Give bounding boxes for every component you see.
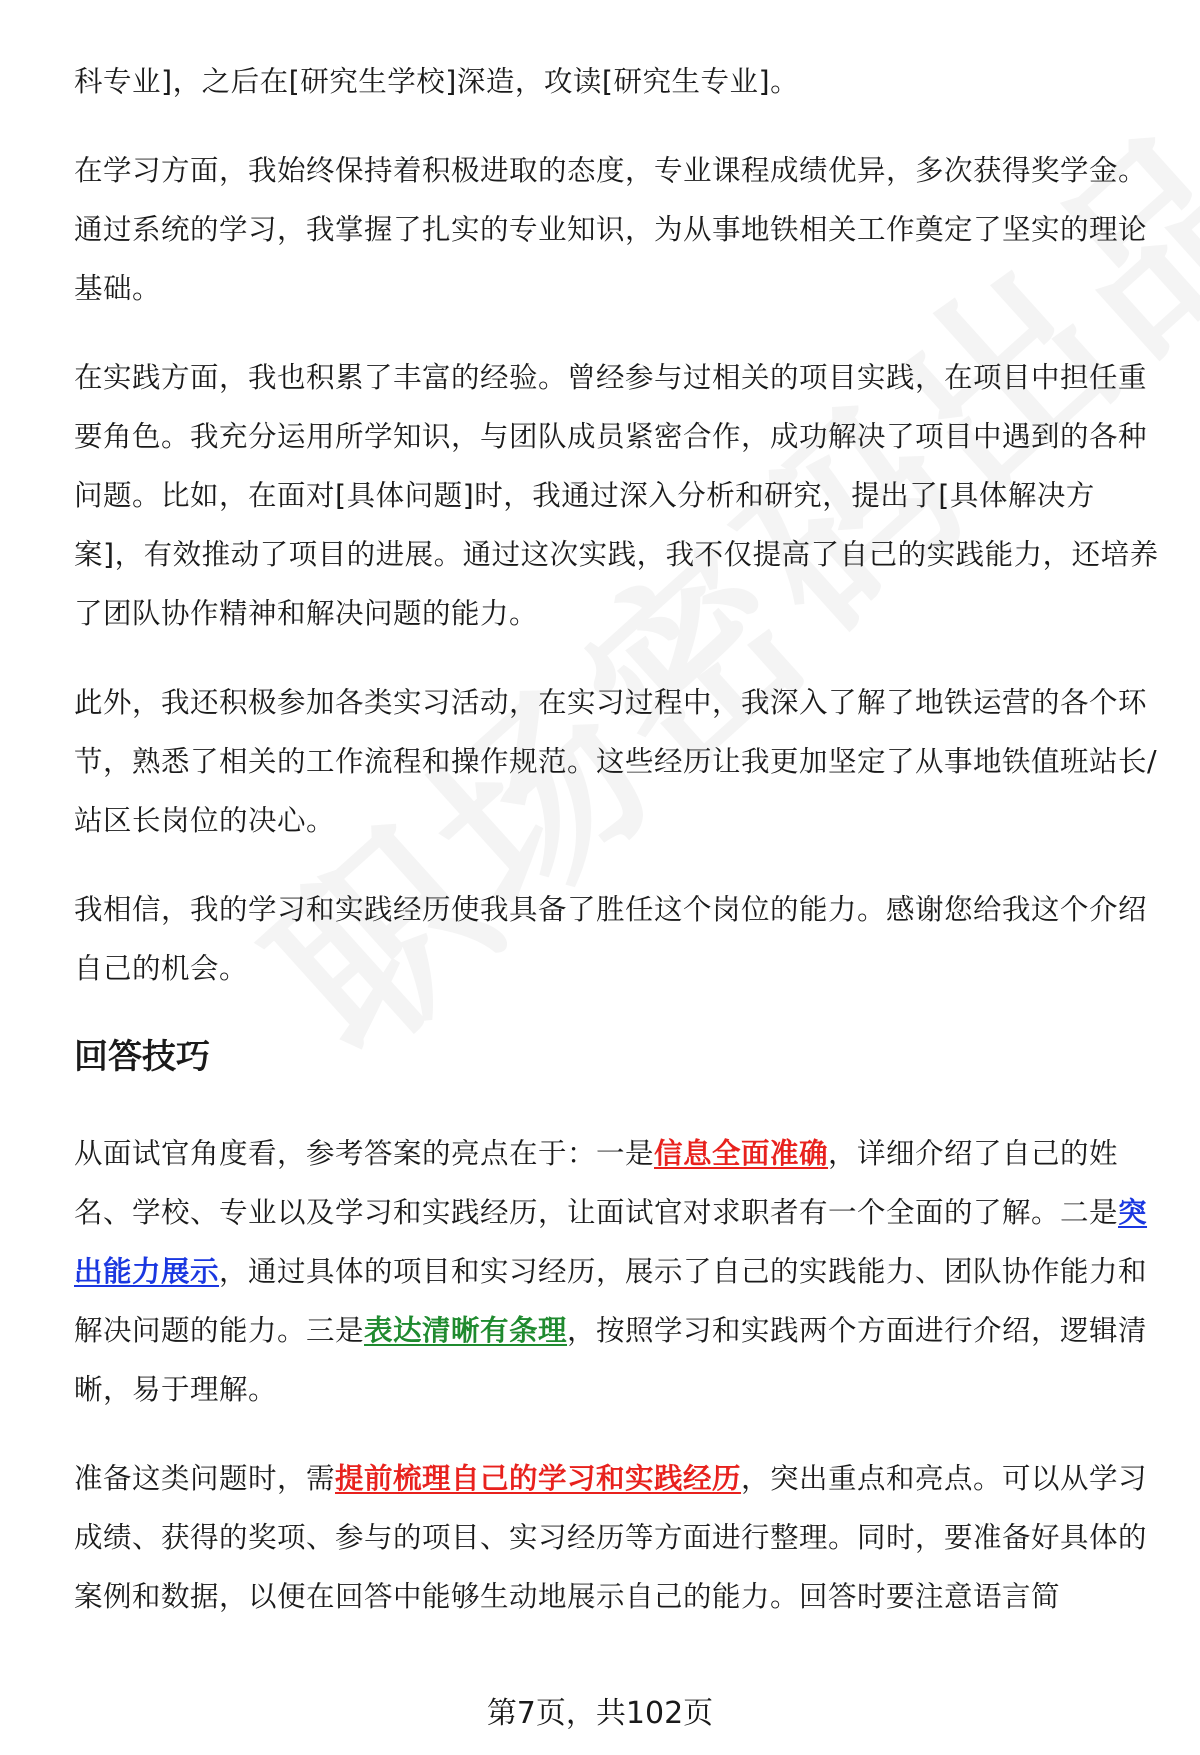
text-run: ，详细介绍了自己的姓名、学校、专业以及学习和实践经历，让面试官对求职者有一个全面的了解。二是 (74, 1137, 1119, 1229)
text-run: ，通过具体的项目和实习经历，展示了自己的实践能力、团队协作能力和解决问题的能力。三是 (74, 1255, 1148, 1347)
highlight-ability-showcase: 突出能力展示 (74, 1196, 1148, 1288)
section-title-answer-tips: 回答技巧 (74, 1037, 210, 1077)
paragraph-closing: 我相信，我的学习和实践经历使我具备了胜任这个岗位的能力。感谢您给我这个介绍自己的机会。 (74, 893, 1148, 985)
page-number-footer: 第7页，共102页 (486, 1696, 714, 1731)
text-run: 从面试官角度看，参考答案的亮点在于：一是 (74, 1137, 655, 1170)
text-run: ，按照学习和实践两个方面进行介绍，逻辑清晰，易于理解。 (74, 1314, 1148, 1406)
highlight-info-accurate: 信息全面准确 (654, 1137, 829, 1170)
paragraph-tips-highlights (74, 1124, 1164, 1419)
paragraph-tips-preparation (74, 1449, 1164, 1626)
document-page (74, 52, 1164, 1656)
highlight-clear-expression: 表达清晰有条理 (364, 1314, 568, 1347)
paragraph-practice: 在实践方面，我也积累了丰富的经验。曾经参与过相关的项目实践，在项目中担任重要角色。我充分运用所学知识，与团队成员紧密合作，成功解决了项目中遇到的各种问题。比如，在面对[具体问题]时，我通过深入分析和研究，提出了[具体解决方案]，有效推动了项目的进展。通过这次实践，我不仅提高了自己的实践能力，还培养了团队协作精神和解决问题的能力。 (74, 361, 1159, 630)
text-run: 准备这类问题时，需 (74, 1462, 336, 1495)
paragraph-education: 科专业]，之后在[研究生学校]深造，攻读[研究生专业]。 (74, 65, 800, 98)
paragraph-internship: 此外，我还积极参加各类实习活动，在实习过程中，我深入了解了地铁运营的各个环节，熟悉了相关的工作流程和操作规范。这些经历让我更加坚定了从事地铁值班站长/站区长岗位的决心。 (74, 686, 1158, 837)
highlight-organize-experience: 提前梳理自己的学习和实践经历 (335, 1462, 742, 1495)
paragraph-study: 在学习方面，我始终保持着积极进取的态度，专业课程成绩优异，多次获得奖学金。通过系统的学习，我掌握了扎实的专业知识，为从事地铁相关工作奠定了坚实的理论基础。 (74, 154, 1148, 305)
text-run: ，突出重点和亮点。可以从学习成绩、获得的奖项、参与的项目、实习经历等方面进行整理。同时，要准备好具体的案例和数据，以便在回答中能够生动地展示自己的能力。回答时要注意语言简 (74, 1462, 1148, 1613)
